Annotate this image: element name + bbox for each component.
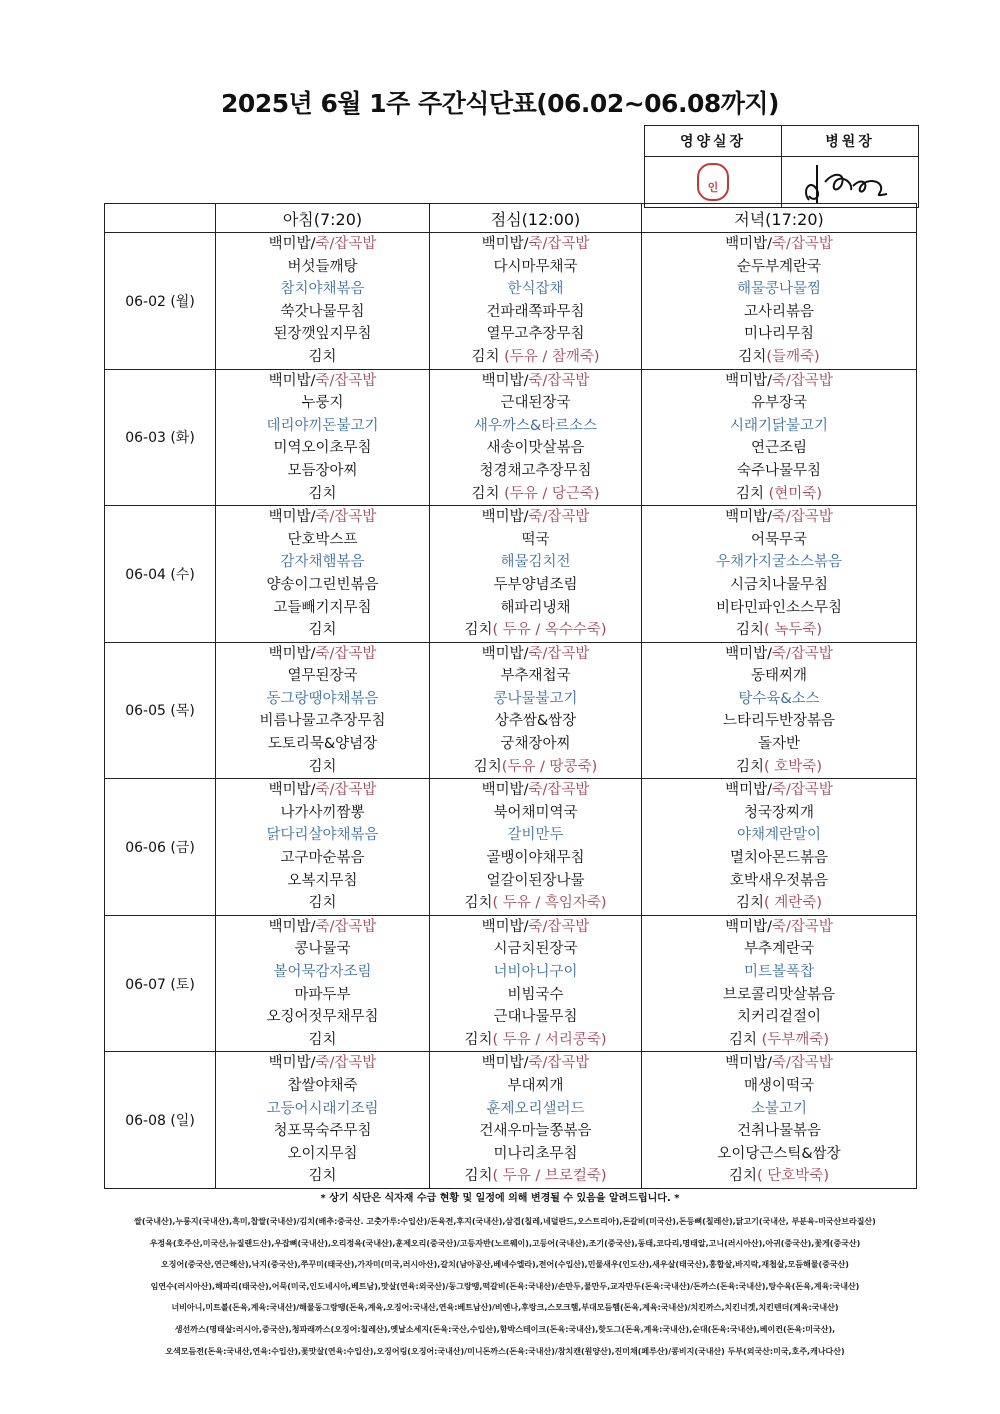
menu-item: 백미밥/죽/잡곡밥 bbox=[268, 236, 377, 252]
origin-line: 생선까스(명태살:러시아,중국산),청파래까스(오징어:칠레산),옛날소세지(돈육:국산,수입산),함박스테이크(돈육:국내산),핫도그(돈육,계육:국내산),순대(돈육:국내산),베이컨(돈육:미국산), bbox=[174, 1324, 836, 1334]
menu-item: 고사리볶음 bbox=[743, 303, 815, 320]
menu-item: 백미밥/죽/잡곡밥 bbox=[725, 372, 833, 389]
menu-item: 김치 (두유 / 참깨죽) bbox=[471, 348, 600, 365]
menu-item: 닭다리살야채볶음 bbox=[266, 827, 379, 844]
menu-item: 백미밥/죽/잡곡밥 bbox=[725, 645, 833, 662]
menu-item: 백미밥/죽/잡곡밥 bbox=[725, 1055, 833, 1072]
nutrition-manager-label: 영양실장 bbox=[645, 126, 782, 157]
menu-item: 오징어젓무채무침 bbox=[266, 1009, 379, 1026]
breakfast-cell bbox=[216, 779, 430, 916]
menu-item: 새송이맛살볶음 bbox=[486, 440, 585, 457]
lunch-cell bbox=[430, 779, 642, 916]
breakfast-cell bbox=[216, 233, 430, 370]
menu-item: 해물김치전 bbox=[500, 554, 571, 571]
menu-item: 연근조림 bbox=[750, 440, 808, 457]
menu-item: 된장깻잎지무침 bbox=[273, 326, 372, 343]
menu-item: 해파리냉채 bbox=[500, 599, 571, 616]
menu-item: 미트볼폭찹 bbox=[743, 964, 815, 980]
menu-item: 백미밥/죽/잡곡밥 bbox=[725, 509, 833, 526]
origin-info bbox=[100, 1211, 910, 1362]
menu-item: 백미밥/죽/잡곡밥 bbox=[481, 645, 590, 662]
menu-item: 미나리초무침 bbox=[493, 1145, 578, 1162]
menu-item: 두부양념조림 bbox=[493, 576, 578, 593]
header-lunch: 점심(12:00) bbox=[430, 204, 642, 233]
seal-stamp-icon: 인 bbox=[697, 163, 729, 201]
menu-item: 얼갈이된장나물 bbox=[486, 872, 585, 889]
day-date: 06-06 (금) bbox=[105, 779, 216, 916]
nutrition-stamp-cell bbox=[645, 157, 782, 208]
hospital-director-label: 병원장 bbox=[782, 126, 919, 157]
dinner-cell bbox=[642, 1052, 917, 1189]
day-row bbox=[105, 779, 917, 916]
menu-item: 숙주나물무침 bbox=[736, 462, 822, 479]
menu-item: 근대나물무침 bbox=[493, 1009, 578, 1026]
menu-item: 단호박스프 bbox=[287, 531, 358, 548]
day-row bbox=[105, 233, 917, 370]
menu-item: 동태찌개 bbox=[750, 668, 808, 685]
menu-item: 김치 bbox=[308, 895, 337, 912]
menu-item: 궁채장아찌 bbox=[500, 736, 571, 753]
menu-item: 김치(들깨죽) bbox=[738, 348, 820, 365]
menu-item: 백미밥/죽/잡곡밥 bbox=[268, 509, 377, 526]
header-date bbox=[105, 204, 216, 233]
menu-item: 김치(두유 / 땅콩죽) bbox=[473, 758, 598, 775]
menu-item: 야채계란말이 bbox=[736, 827, 822, 844]
menu-item: 백미밥/죽/잡곡밥 bbox=[481, 236, 590, 252]
origin-line: 쌀(국내산),누룽지(국내산),흑미,찹쌀(국내산)/김치(배추:중국산. 고춧가루:수입산)/돈육전,후지(국내산),삼겹(칠레,네덜란드,오스트리아),돈갈비(미국산),돈등뼈(칠레산),닭고기(국내산, 부분육-미국산브라질산) bbox=[134, 1217, 876, 1226]
menu-item: 미역오이초무침 bbox=[273, 440, 372, 457]
lunch-cell bbox=[430, 915, 642, 1052]
menu-item: 고등어시래기조림 bbox=[266, 1100, 379, 1117]
menu-item: 해물콩나물찜 bbox=[736, 281, 822, 298]
menu-item: 건새우마늘쫑볶음 bbox=[479, 1123, 592, 1140]
menu-item: 김치 bbox=[308, 622, 337, 639]
menu-item: 김치 bbox=[308, 1031, 337, 1048]
breakfast-cell bbox=[216, 915, 430, 1052]
menu-item: 김치 bbox=[308, 348, 337, 365]
change-notice: * 상기 식단은 식자재 수급 현황 및 일정에 의해 변경될 수 있음을 알려드립니다. * bbox=[320, 1193, 680, 1204]
menu-item: 김치( 두유 / 흑임자죽) bbox=[464, 895, 607, 912]
menu-item: 양송이그린빈볶음 bbox=[266, 576, 379, 593]
origin-line: 너비아니,미트볼(돈육,계육:국내산)/해물동그랑땡(돈육,계육,오징어:국내산,연육:베트남산)/비엔나,후랑크,스모크햄,부대모듬햄(돈육,계육:국내산)/치킨까스,치킨너겟,치킨텐더(계육:국내산) bbox=[171, 1303, 839, 1313]
dinner-cell bbox=[642, 506, 917, 643]
origin-line: 임연수(러시아산),해파리(태국산),어묵(미국,인도네시아,베트남),맛살(연육:외국산)/동그랑땡,떡갈비(돈육:국내산)/손만두,물만두,교자만두(돈육:국내산)/돈까스(돈육:국내산),탕수육(돈육,계육:국내산) bbox=[150, 1281, 860, 1291]
menu-item: 청경채고추장무침 bbox=[479, 462, 592, 479]
menu-item: 새우까스&타르소스 bbox=[473, 417, 598, 434]
menu-item: 상추쌈&쌈장 bbox=[494, 713, 577, 730]
day-row bbox=[105, 369, 917, 506]
menu-item: 백미밥/죽/잡곡밥 bbox=[268, 918, 377, 935]
menu-item: 감자채햄볶음 bbox=[280, 554, 365, 571]
menu-item: 건취나물볶음 bbox=[736, 1123, 822, 1140]
menu-item: 오이지무침 bbox=[287, 1145, 358, 1162]
weekly-menu-table bbox=[104, 203, 917, 1189]
menu-item: 매생이떡국 bbox=[743, 1077, 815, 1094]
menu-item: 건파래쪽파무침 bbox=[486, 303, 585, 320]
menu-item: 청국장찌개 bbox=[743, 804, 815, 821]
menu-item: 비타민파인소스무침 bbox=[715, 599, 843, 616]
origin-line: 오색모듬전(돈육:국내산,연육:수입산),꽃맛살(연육:수입산),오징어링(오징어:국내산)/미니돈까스(돈육:국내산)/참치캔(원양산),진미채(페루산)/콩비지(국내산) 두부(외국산:미국,호주,캐나다산) bbox=[165, 1346, 845, 1356]
menu-item: 고구마순볶음 bbox=[280, 850, 365, 867]
menu-item: 순두부계란국 bbox=[736, 258, 822, 275]
menu-item: 누룽지 bbox=[301, 395, 344, 412]
menu-item: 김치 bbox=[308, 758, 337, 775]
menu-item: 김치( 계란죽) bbox=[736, 895, 822, 912]
menu-item: 콩나물불고기 bbox=[493, 690, 578, 707]
menu-item: 떡국 bbox=[521, 531, 550, 548]
day-date: 06-07 (토) bbox=[105, 915, 216, 1052]
menu-item: 오이당근스틱&쌈장 bbox=[717, 1145, 841, 1162]
menu-item: 김치( 호박죽) bbox=[736, 758, 822, 775]
menu-item: 열무고추장무침 bbox=[486, 326, 585, 343]
menu-item: 김치 (두유 / 당근죽) bbox=[471, 485, 600, 502]
menu-item: 치커리겉절이 bbox=[736, 1009, 822, 1026]
menu-item: 우채가지굴소스볶음 bbox=[715, 554, 843, 571]
breakfast-cell bbox=[216, 506, 430, 643]
menu-item: 백미밥/죽/잡곡밥 bbox=[481, 1055, 590, 1072]
menu-item: 모듬장아찌 bbox=[287, 462, 358, 479]
menu-item: 시금치된장국 bbox=[493, 941, 578, 958]
menu-item: 부추계란국 bbox=[743, 941, 815, 958]
menu-item: 멸치아몬드볶음 bbox=[729, 850, 829, 867]
menu-item: 느타리두반장볶음 bbox=[722, 713, 836, 730]
menu-item: 쑥갓나물무침 bbox=[280, 303, 365, 320]
menu-item: 비름나물고추장무침 bbox=[259, 713, 386, 730]
lunch-cell bbox=[430, 233, 642, 370]
menu-item: 백미밥/죽/잡곡밥 bbox=[268, 782, 377, 799]
dinner-cell bbox=[642, 233, 917, 370]
day-date: 06-08 (일) bbox=[105, 1052, 216, 1189]
menu-item: 마파두부 bbox=[294, 986, 351, 1003]
menu-item: 열무된장국 bbox=[287, 668, 358, 685]
breakfast-cell bbox=[216, 369, 430, 506]
menu-item: 훈제오리샐러드 bbox=[486, 1100, 585, 1117]
menu-item: 백미밥/죽/잡곡밥 bbox=[725, 918, 833, 935]
lunch-cell bbox=[430, 1052, 642, 1189]
day-row bbox=[105, 1052, 917, 1189]
menu-item: 너비아니구이 bbox=[493, 964, 578, 980]
menu-item: 한식잡채 bbox=[507, 281, 564, 298]
origin-line: 오징어(중국산,연근해산),낙지(중국산),쭈꾸미(태국산),가자미(미국,러시아산),갈치(남아공산,베네수엘라),전어(수입산),민물새우(인도산),새우살(태국산),홍합살,바지락,재첩살,모듬해물(중국산) bbox=[161, 1260, 849, 1270]
menu-item: 김치( 녹두죽) bbox=[736, 622, 822, 639]
menu-item: 비빔국수 bbox=[507, 986, 564, 1003]
menu-item: 데리야끼돈불고기 bbox=[266, 417, 379, 434]
menu-item: 나가사끼짬뽕 bbox=[280, 804, 365, 821]
lunch-cell bbox=[430, 506, 642, 643]
page-title: 2025년 6월 1주 주간식단표(06.02~06.08까지) bbox=[221, 89, 779, 118]
menu-item: 백미밥/죽/잡곡밥 bbox=[481, 509, 590, 526]
day-row bbox=[105, 915, 917, 1052]
menu-item: 돌자반 bbox=[757, 736, 801, 753]
breakfast-cell bbox=[216, 1052, 430, 1189]
menu-item: 미나리무침 bbox=[743, 326, 815, 343]
menu-item: 오복지무침 bbox=[287, 872, 358, 889]
day-date: 06-04 (수) bbox=[105, 506, 216, 643]
menu-item: 갈비만두 bbox=[507, 827, 564, 844]
menu-item: 백미밥/죽/잡곡밥 bbox=[268, 1055, 377, 1072]
menu-item: 백미밥/죽/잡곡밥 bbox=[481, 918, 590, 935]
menu-item: 콩나물국 bbox=[294, 941, 351, 958]
menu-item: 소불고기 bbox=[750, 1100, 808, 1117]
lunch-cell bbox=[430, 369, 642, 506]
menu-item: 백미밥/죽/잡곡밥 bbox=[481, 372, 590, 389]
menu-item: 백미밥/죽/잡곡밥 bbox=[268, 372, 377, 389]
breakfast-cell bbox=[216, 642, 430, 779]
menu-item: 볼어묵감자조림 bbox=[273, 964, 372, 980]
menu-item: 시래기닭불고기 bbox=[729, 417, 829, 434]
dinner-cell bbox=[642, 369, 917, 506]
day-date: 06-05 (목) bbox=[105, 642, 216, 779]
dinner-cell bbox=[642, 642, 917, 779]
menu-item: 부대찌개 bbox=[507, 1077, 564, 1094]
menu-item: 호박새우젓볶음 bbox=[729, 872, 829, 889]
menu-item: 골뱅이야채무침 bbox=[486, 850, 585, 867]
menu-item: 김치 bbox=[308, 485, 337, 502]
menu-item: 김치 bbox=[308, 1168, 337, 1185]
menu-item: 부추재첩국 bbox=[500, 668, 571, 685]
header-breakfast: 아침(7:20) bbox=[216, 204, 430, 233]
menu-item: 북어채미역국 bbox=[493, 804, 578, 821]
menu-item: 참치야채볶음 bbox=[280, 281, 365, 298]
origin-line: 우정육(호주산,미국산,뉴질랜드산),우잡뼈(국내산),오리정육(국내산),훈제오리(중국산)/고등자반(노르웨이),고등어(국내산),조기(중국산),동태,코다리,명태알,고니(러시아산),아귀(중국산),꽃게(중국산) bbox=[149, 1238, 861, 1248]
day-row bbox=[105, 642, 917, 779]
menu-item: 근대된장국 bbox=[500, 395, 571, 412]
day-row bbox=[105, 506, 917, 643]
menu-item: 백미밥/죽/잡곡밥 bbox=[268, 645, 377, 662]
dinner-cell bbox=[642, 915, 917, 1052]
day-date: 06-02 (월) bbox=[105, 233, 216, 370]
menu-item: 찹쌀야채죽 bbox=[287, 1077, 358, 1094]
menu-item: 고들빼기지무침 bbox=[273, 599, 372, 616]
menu-item: 김치( 두유 / 서리콩죽) bbox=[464, 1031, 607, 1048]
menu-item: 청포묵숙주무침 bbox=[273, 1123, 372, 1140]
menu-item: 백미밥/죽/잡곡밥 bbox=[725, 236, 833, 252]
day-date: 06-03 (화) bbox=[105, 369, 216, 506]
menu-item: 김치( 두유 / 옥수수죽) bbox=[464, 622, 607, 639]
menu-item: 어묵무국 bbox=[750, 531, 808, 548]
lunch-cell bbox=[430, 642, 642, 779]
menu-item: 김치 (두부깨죽) bbox=[729, 1031, 829, 1048]
menu-item: 버섯들깨탕 bbox=[287, 258, 358, 275]
menu-item: 백미밥/죽/잡곡밥 bbox=[481, 782, 590, 799]
menu-item: 동그랑땡야채볶음 bbox=[266, 690, 379, 707]
menu-item: 김치( 단호박죽) bbox=[729, 1168, 829, 1185]
menu-item: 브로콜리맛살볶음 bbox=[722, 986, 836, 1003]
menu-item: 탕수육&소스 bbox=[738, 690, 820, 707]
menu-item: 김치 (현미죽) bbox=[736, 485, 822, 502]
menu-item: 백미밥/죽/잡곡밥 bbox=[725, 782, 833, 799]
dinner-cell bbox=[642, 779, 917, 916]
menu-item: 시금치나물무침 bbox=[729, 576, 829, 593]
menu-item: 김치( 두유 / 브로컬죽) bbox=[464, 1168, 607, 1185]
menu-item: 다시마무채국 bbox=[493, 258, 578, 275]
menu-item: 도토리묵&양념장 bbox=[267, 736, 378, 753]
menu-item: 유부장국 bbox=[750, 395, 808, 412]
header-dinner: 저녁(17:20) bbox=[642, 204, 917, 233]
